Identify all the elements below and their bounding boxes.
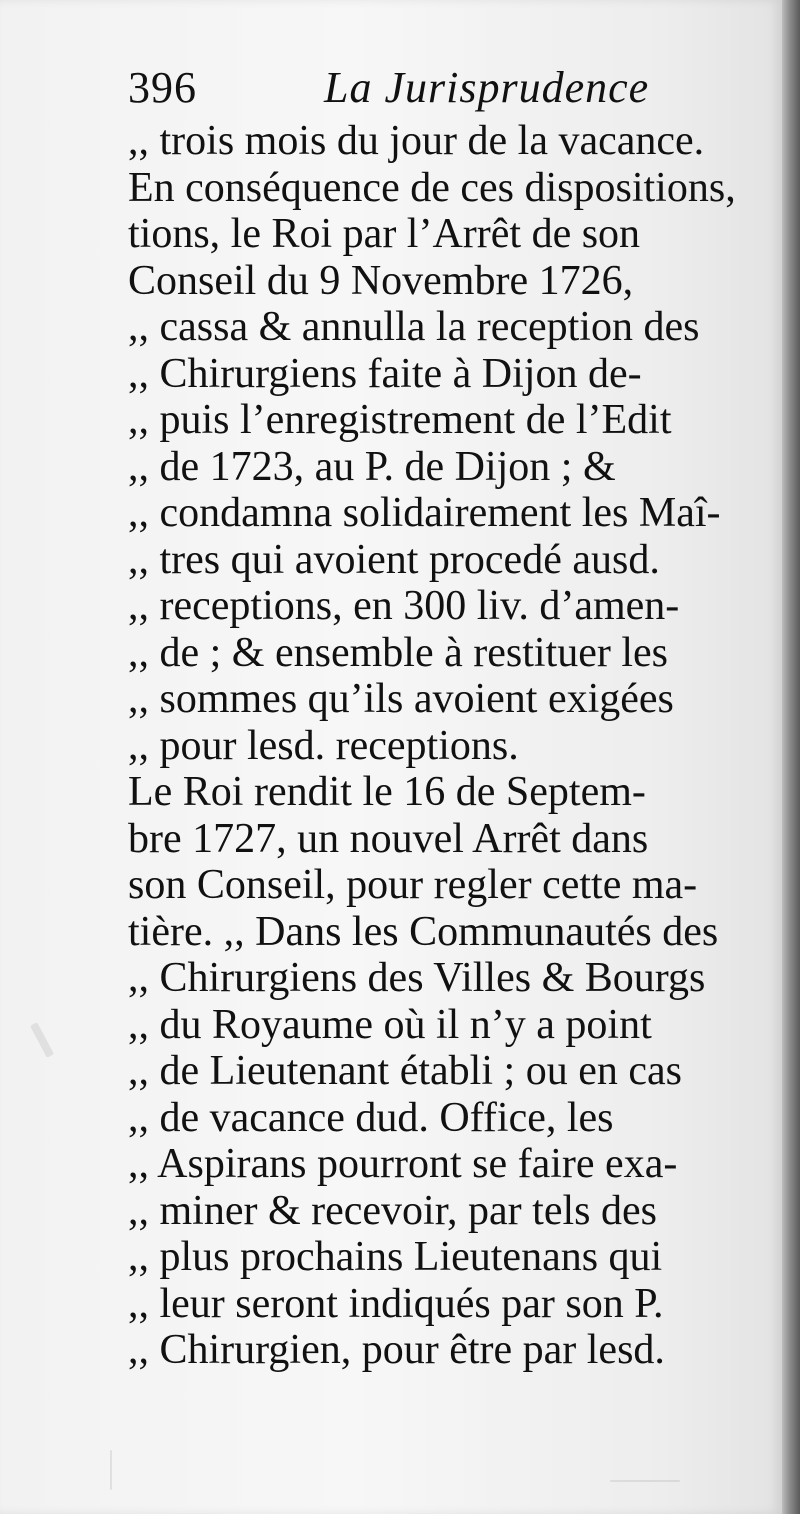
page-header — [128, 62, 738, 118]
text-line: ,, tres qui avoient procedé ausd. — [128, 536, 660, 583]
text-line: tière. ,, Dans les Communautés des — [128, 908, 719, 955]
text-line: ,, puis l’enregistrement de l’Edit — [128, 397, 672, 443]
text-line: ,, trois mois du jour de la vacance. — [128, 118, 705, 164]
text-line: ,, leur seront indiqués par son P. — [128, 1280, 664, 1327]
text-line: ,, cassa & annulla la reception des — [128, 304, 700, 350]
text-line: ,, Aspirans pourront se faire exa- — [128, 1141, 678, 1187]
paper-mark — [30, 1022, 54, 1058]
book-gutter — [782, 0, 800, 1514]
text-line: bre 1727, un nouvel Arrêt dans — [128, 815, 649, 862]
text-line: ,, miner & recevoir, par tels des — [128, 1187, 657, 1234]
text-line: ,, condamna solidairement les Maî- — [128, 490, 721, 536]
page-number: 396 — [128, 63, 197, 112]
text-line: ,, Chirurgiens des Villes & Bourgs — [128, 955, 706, 1001]
body-text — [128, 118, 748, 1374]
text-line: ,, sommes qu’ils avoient exigées — [128, 676, 674, 722]
paper-mark — [610, 1480, 680, 1482]
text-line: Le Roi rendit le 16 de Septem- — [128, 769, 646, 815]
text-line: ,, pour lesd. receptions. — [128, 722, 519, 769]
text-line: ,, de 1723, au P. de Dijon ; & — [128, 443, 616, 490]
text-line: ,, receptions, en 300 liv. d’amen- — [128, 583, 680, 629]
text-line: ,, de vacance dud. Office, les — [128, 1094, 614, 1141]
text-line: tions, le Roi par l’Arrêt de son — [128, 211, 641, 257]
paper-mark — [110, 1450, 112, 1490]
text-line: ,, de Lieutenant établi ; ou en cas — [128, 1048, 682, 1094]
text-line: ,, plus prochains Lieutenans qui — [128, 1234, 663, 1280]
text-line: son Conseil, pour regler cette ma- — [128, 862, 698, 908]
text-line: ,, Chirurgiens faite à Dijon de- — [128, 350, 642, 397]
text-line: ,, de ; & ensemble à restituer les — [128, 629, 668, 676]
text-line: ,, Chirurgien, pour être par lesd. — [128, 1327, 665, 1373]
text-line: En conséquence de ces dispositions, — [128, 164, 736, 211]
text-line: Conseil du 9 Novembre 1726, — [128, 257, 634, 304]
text-line: ,, du Royaume où il n’y a point — [128, 1001, 652, 1048]
running-title: La Jurisprudence — [324, 63, 650, 112]
